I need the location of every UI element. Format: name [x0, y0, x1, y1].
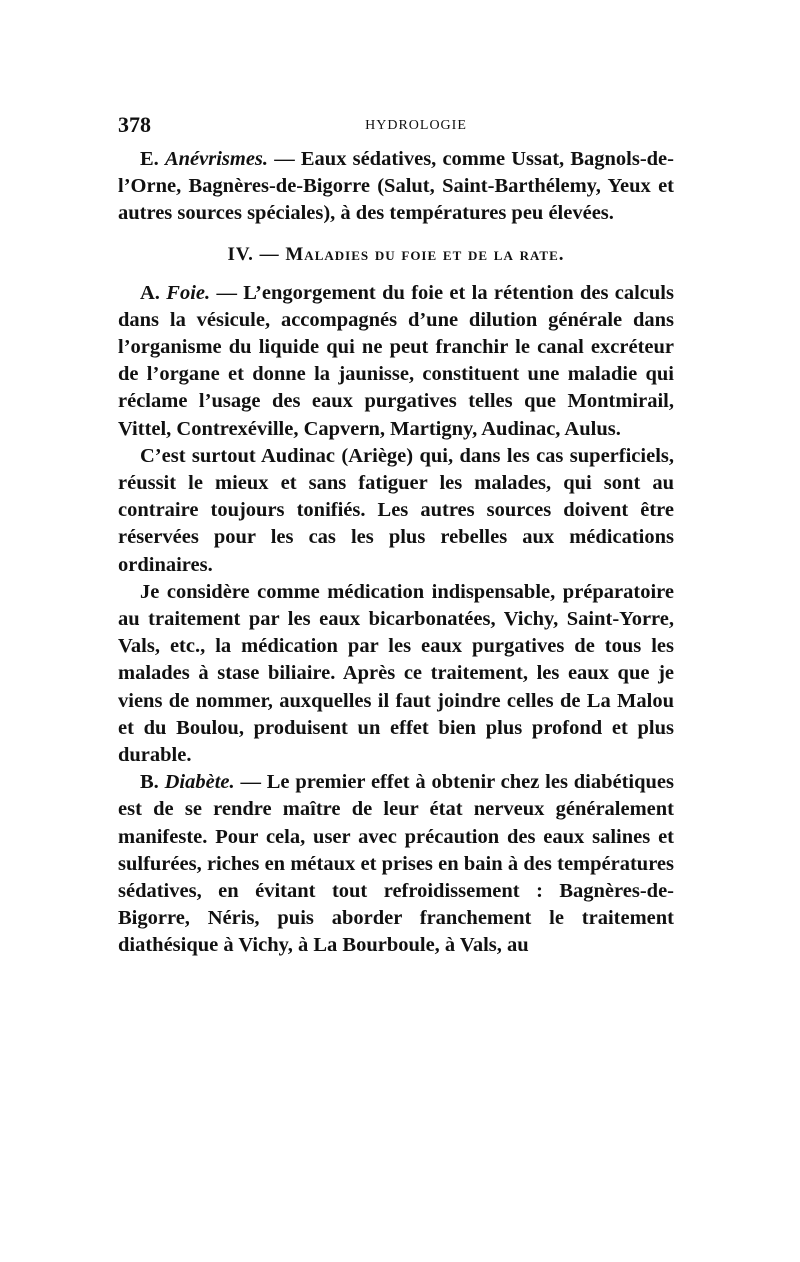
- paragraph-lead: A.: [140, 281, 167, 304]
- paragraph-title: Anévrismes.: [164, 148, 269, 170]
- running-head: [118, 112, 674, 146]
- paragraph-audinac: C’est surtout Audinac (Ariège) qui, dans les cas superficiels, réussit le mieux et sans fatiguer les malades, qui sont au contraire toujours tonifiés. Les autres sources doivent être réservées pour les cas les plus rebelles aux médications ordinaires.: [118, 444, 674, 576]
- paragraph-medication: Je considère comme médication indispensable, préparatoire au traitement par les eaux bicarbonatées, Vichy, Saint-Yorre, Vals, etc., la médication par les eaux purgatives de tous les malades à stase biliaire. Après ce traitement, les eaux que je viens de nommer, auxquelles il faut joindre celles de La Malou et du Boulou, produisent un effet bien plus profond et plus durable.: [118, 580, 674, 767]
- paragraph-text: — L’engorgement du foie et la rétention des calculs dans la vésicule, accompagnés d’une dilution générale dans l’organisme du liquide qui ne peut franchir le canal excréteur de l’organe et donne la jaunisse, constituent une maladie qui réclame l’usage des eaux purgatives telles que Montmirail, Vittel, Contrexéville, Capvern, Martigny, Audinac, Aulus.: [118, 281, 674, 440]
- page-number: 378: [118, 112, 151, 137]
- paragraph-lead: E.: [140, 148, 165, 170]
- paragraph-title: Foie.: [166, 281, 211, 304]
- running-title: HYDROLOGIE: [365, 118, 467, 133]
- book-page: [118, 112, 674, 960]
- paragraph-lead: B.: [140, 771, 165, 794]
- paragraph-title: Diabète.: [164, 771, 235, 794]
- paragraph-diabetes: [118, 769, 674, 959]
- section-heading: IV. — Maladies du foie et de la rate.: [227, 243, 565, 265]
- paragraph-aneurysms: [118, 146, 674, 228]
- paragraph-text: — Le premier effet à obtenir chez les diabétiques est de se rendre maître de leur état nerveux généralement manifeste. Pour cela, user avec précaution des eaux salines et sulfurées, riches en métaux et prises en bain à des températures sédatives, en évitant tout refroidissement : Bagnères-de-Bigorre, Néris, puis aborder franchement le traitement diathésique à Vichy, à La Bourboule, à Vals, au: [118, 771, 674, 957]
- paragraph-liver: [118, 280, 674, 443]
- paragraph-text: — Eaux sédatives, comme Ussat, Bagnols-de-l’Orne, Bagnères-de-Bigorre (Salut, Saint-Barthélemy, Yeux et autres sources spéciales), à des températures peu élevées.: [118, 148, 674, 225]
